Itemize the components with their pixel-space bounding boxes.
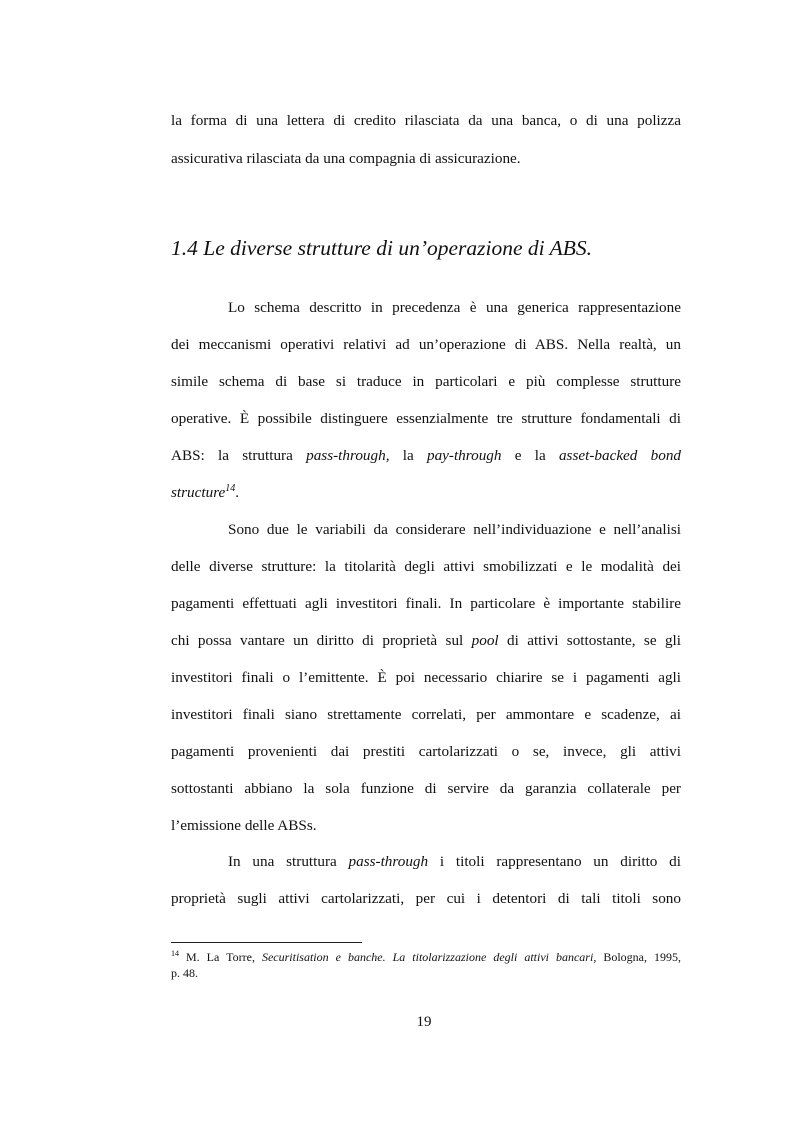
text-line: Sono due le variabili da considerare nell’individuazione e nell’analisi	[228, 521, 681, 538]
page-number: 19	[416, 1014, 432, 1030]
text-run: M. La Torre,	[179, 950, 262, 964]
text-run: ABS: la struttura	[171, 447, 307, 464]
text-line	[171, 446, 681, 466]
footnote-title: Securitisation e banche. La titolarizzazione degli attivi bancari,	[261, 950, 597, 964]
italic-term: asset-backed bond	[558, 447, 682, 464]
text-line: assicurativa rilasciata da una compagnia di assicurazione.	[171, 150, 521, 167]
text-line	[171, 483, 681, 503]
text-line: investitori finali o l’emittente. È poi necessario chiarire se i pagamenti agli	[171, 669, 681, 686]
text-line: sottostanti abbiano la sola funzione di servire da garanzia collaterale per	[171, 780, 681, 797]
italic-term: structure	[171, 484, 226, 501]
text-line: pagamenti effettuati agli investitori finali. In particolare è importante stabilire	[171, 595, 681, 612]
section-heading: 1.4 Le diverse strutture di un’operazione di ABS.	[171, 236, 593, 260]
text-run: e la	[501, 447, 559, 464]
text-line	[171, 631, 681, 651]
text-line: investitori finali siano strettamente correlati, per ammontare e scadenze, ai	[171, 706, 681, 723]
text-line: pagamenti provenienti dai prestiti cartolarizzati o se, invece, gli attivi	[171, 743, 681, 760]
text-line: dei meccanismi operativi relativi ad un’operazione di ABS. Nella realtà, un	[171, 336, 681, 353]
text-line: operative. È possibile distinguere essenzialmente tre strutture fondamentali di	[171, 410, 681, 427]
text-line: proprietà sugli attivi cartolarizzati, per cui i detentori di tali titoli sono	[171, 890, 681, 907]
text-run: chi possa vantare un diritto di proprietà sul	[171, 632, 472, 649]
text-line: delle diverse strutture: la titolarità degli attivi smobilizzati e le modalità dei	[171, 558, 681, 575]
italic-term: pay-through	[426, 447, 502, 464]
footnote-line: p. 48.	[171, 966, 198, 980]
text-run: di attivi sottostante, se gli	[498, 632, 681, 649]
italic-term: pool	[471, 632, 499, 649]
text-run: la	[389, 447, 427, 464]
italic-term: pass-through	[348, 853, 429, 870]
text-line: l’emissione delle ABSs.	[171, 817, 317, 834]
footnote-number: 14	[171, 949, 179, 958]
text-run: In una struttura	[228, 853, 349, 870]
footnote-divider	[171, 942, 362, 943]
italic-term: pass-through,	[306, 447, 390, 464]
text-line	[228, 852, 681, 872]
footnote-line	[171, 949, 681, 965]
text-run: Bologna, 1995,	[596, 950, 682, 964]
footnote-reference: 14	[225, 482, 236, 494]
text-line: la forma di una lettera di credito rilasciata da una banca, o di una polizza	[171, 112, 681, 129]
text-run: i titoli rappresentano un diritto di	[428, 853, 681, 870]
text-line: simile schema di base si traduce in particolari e più complesse strutture	[171, 373, 681, 390]
text-line: Lo schema descritto in precedenza è una generica rappresentazione	[228, 299, 681, 316]
text-run: .	[235, 484, 240, 501]
